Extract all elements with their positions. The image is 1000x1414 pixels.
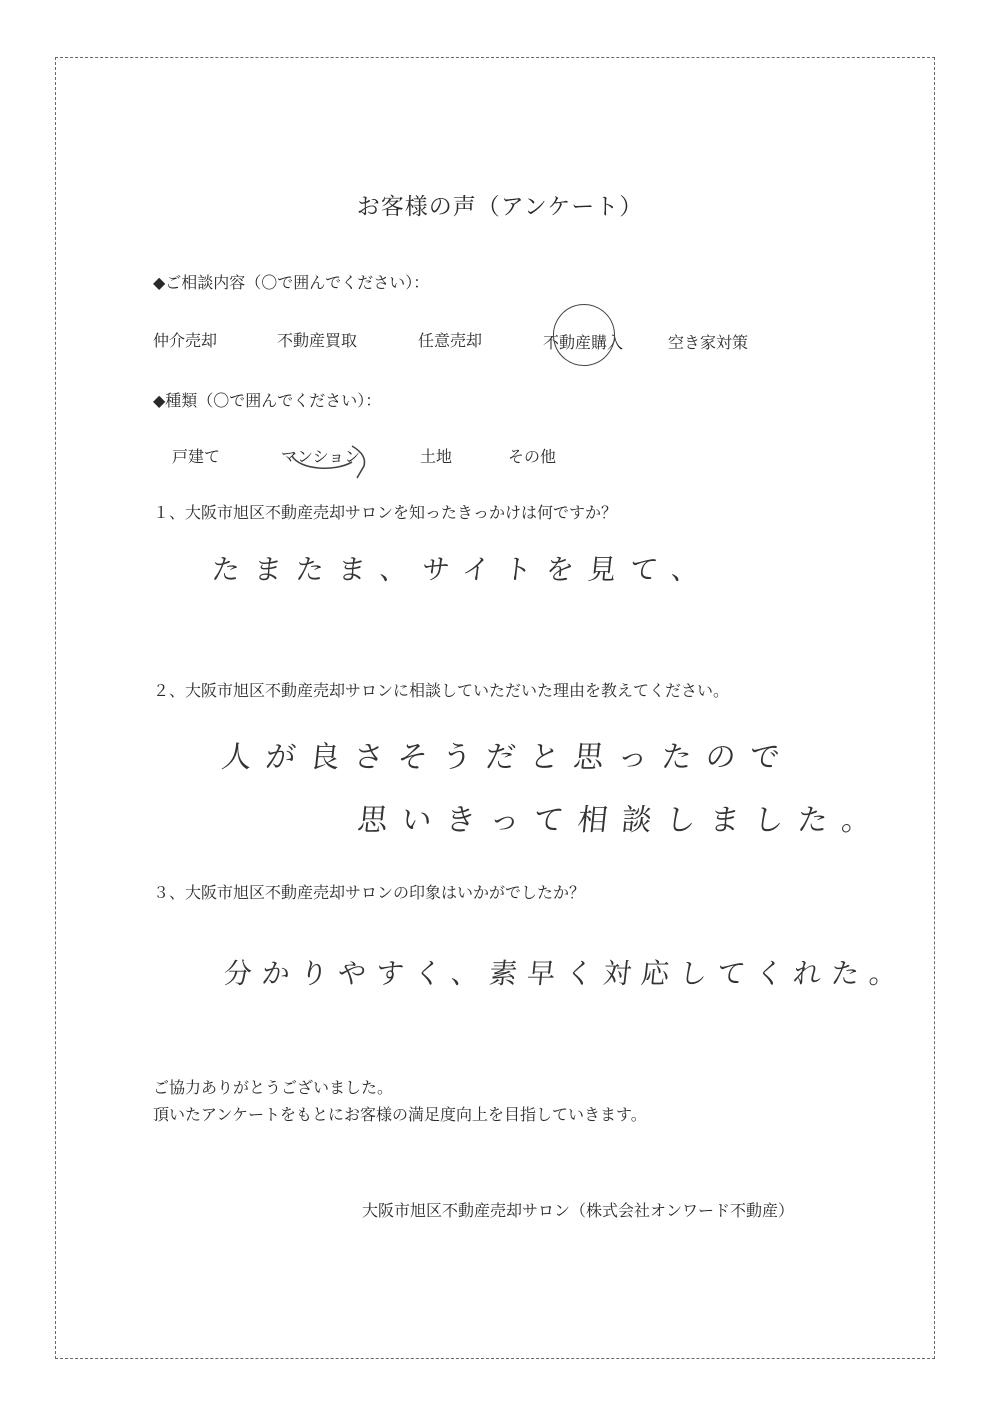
answer-2-line-2: 思いきって相談しました。 [355,803,888,838]
answer-1: たまたま、サイトを見て、 [210,553,716,586]
option-detached-house: 戸建て [172,447,221,466]
type-label: ◆種類（〇で囲んでください）： [153,391,382,410]
survey-title: お客様の声（アンケート） [356,194,644,220]
question-2: ２、大阪市旭区不動産売却サロンに相談していただいた理由を教えてください。 [153,681,730,700]
option-brokerage-sale: 仲介売却 [153,331,218,350]
question-1: １、大阪市旭区不動産売却サロンを知ったきっかけは何ですか？ [153,503,618,522]
option-other: その他 [508,447,557,466]
answer-2-line-1: 人が良さそうだと思ったので [219,740,796,775]
company-signature: 大阪市旭区不動産売却サロン（株式会社オンワード不動産） [362,1201,795,1220]
thanks-line-2: 頂いたアンケートをもとにお客様の満足度向上を目指していきます。 [153,1105,647,1124]
option-direct-purchase: 不動産買取 [277,331,358,350]
thanks-line-1: ご協力ありがとうございました。 [153,1078,394,1097]
option-property-purchase: 不動産購入 [543,333,624,352]
question-3: ３、大阪市旭区不動産売却サロンの印象はいかがでしたか？ [153,883,586,902]
option-condominium: マンション [281,447,361,466]
option-land: 土地 [420,447,453,466]
option-voluntary-sale: 任意売却 [418,331,483,350]
survey-sheet-border [55,57,935,1359]
option-vacant-house: 空き家対策 [668,333,749,352]
answer-3: 分かりやすく、素早く対応してくれた。 [222,957,910,990]
consultation-label: ◆ご相談内容（〇で囲んでください）： [153,273,430,292]
